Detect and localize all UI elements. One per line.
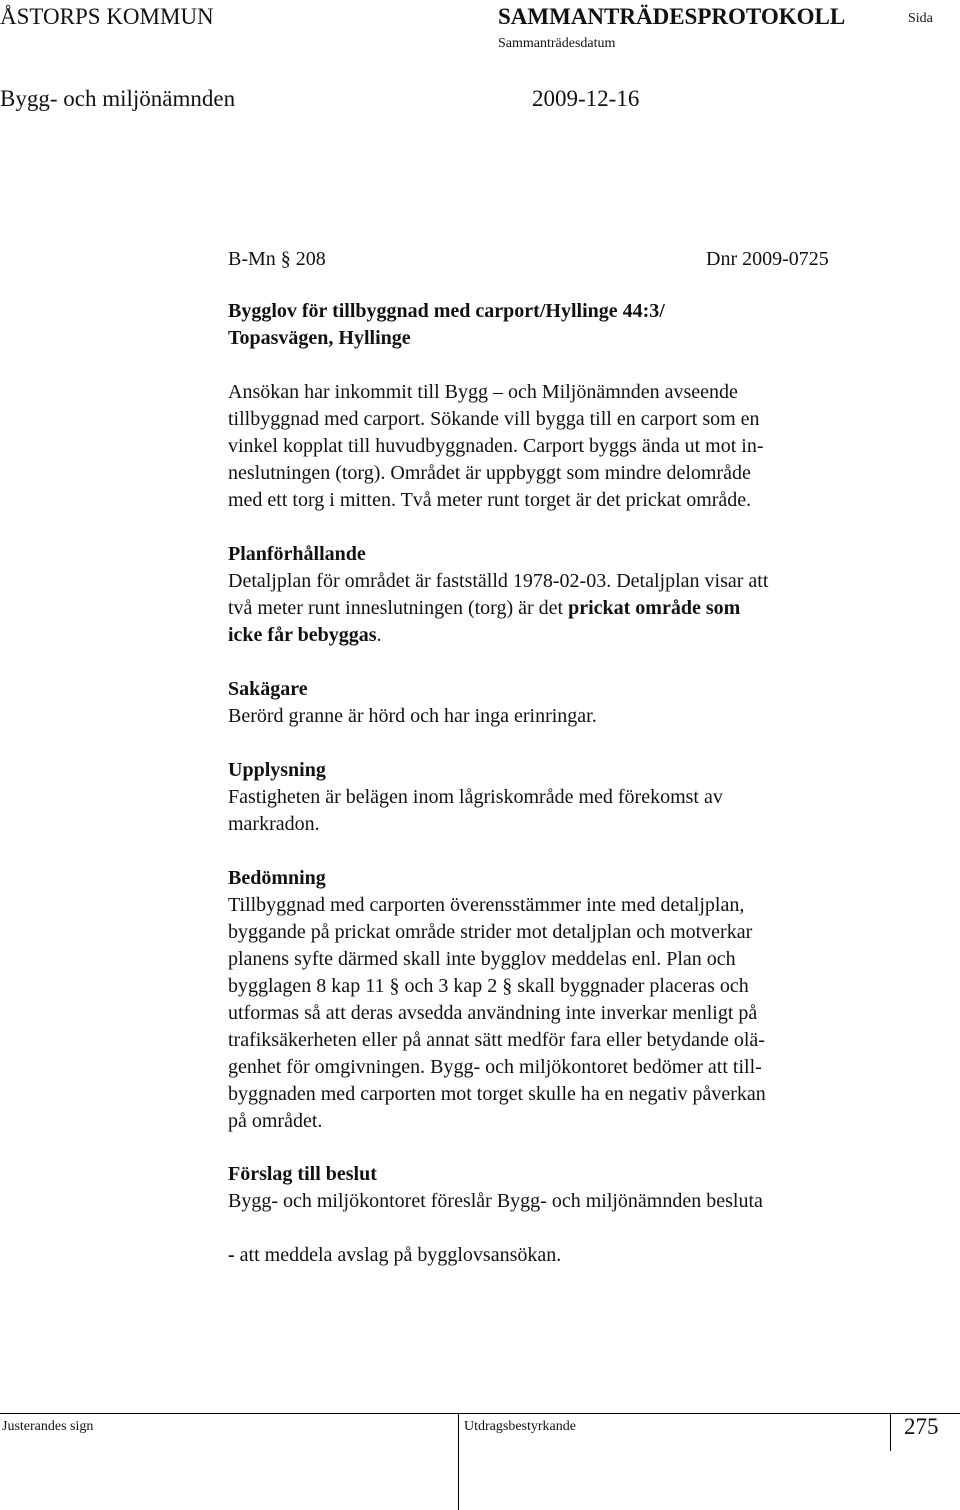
decision-text: att meddela avslag på bygglovsansökan. [234, 1244, 562, 1266]
owner-heading: Sakägare [228, 678, 308, 700]
diary-number: Dnr 2009-0725 [706, 248, 829, 270]
case-title-line: Topasvägen, Hyllinge [228, 327, 411, 349]
justerandes-sign-label: Justerandes sign [2, 1419, 94, 1434]
municipality-name: ÅSTORPS KOMMUN [0, 4, 214, 29]
utdragsbestyrkande-label: Utdragsbestyrkande [464, 1419, 576, 1434]
board-name: Bygg- och miljönämnden [0, 86, 236, 111]
plan-line: Detaljplan för området är fastställd 1978-02-03. Detaljplan visar att [228, 570, 769, 592]
page-label: Sida [908, 11, 933, 26]
footer-column-divider [458, 1413, 459, 1510]
intro-paragraph [228, 379, 868, 514]
meeting-date-label: Sammanträdesdatum [498, 36, 616, 51]
paragraph-number: B-Mn § 208 [228, 248, 326, 270]
plan-line [228, 595, 868, 622]
assessment-line: byggande på prickat område strider mot detaljplan och motverkar [228, 921, 753, 943]
assessment-line: planens syfte därmed skall inte bygglov meddelas enl. Plan och [228, 948, 736, 970]
plan-section [228, 541, 868, 649]
assessment-section [228, 865, 868, 1135]
assessment-line: byggnaden med carporten mot torget skulle ha en negativ påverkan [228, 1083, 766, 1105]
decision-dash: - [228, 1244, 235, 1266]
notice-line: Fastigheten är belägen inom lågriskområde med förekomst av [228, 786, 723, 808]
assessment-line: bygglagen 8 kap 11 § och 3 kap 2 § skall byggnader placeras och [228, 975, 749, 997]
plan-line [228, 622, 868, 649]
meeting-date: 2009-12-16 [532, 86, 640, 111]
assessment-line: utformas så att deras avsedda användning inte inverkar menligt på [228, 1002, 758, 1024]
intro-line: vinkel kopplat till huvudbyggnaden. Carport byggs ända ut mot in- [228, 435, 764, 457]
assessment-heading: Bedömning [228, 867, 326, 889]
intro-line: tillbyggnad med carport. Sökande vill bygga till en carport som en [228, 408, 760, 430]
plan-text: två meter runt inneslutningen (torg) är det [228, 597, 569, 619]
footer-page-divider [890, 1413, 891, 1451]
notice-section [228, 757, 868, 838]
case-title-line: Bygglov för tillbyggnad med carport/Hyllinge 44:3/ [228, 300, 665, 322]
plan-heading: Planförhållande [228, 543, 366, 565]
page-number: 275 [904, 1414, 939, 1439]
assessment-line: på området. [228, 1110, 323, 1132]
proposal-section [228, 1161, 868, 1215]
intro-line: neslutningen (torg). Området är uppbyggt som mindre delområde [228, 462, 751, 484]
assessment-line: trafiksäkerheten eller på annat sätt medför fara eller betydande olä- [228, 1029, 765, 1051]
footer-divider [0, 1413, 960, 1414]
assessment-line: genhet för omgivningen. Bygg- och miljökontoret bedömer att till- [228, 1056, 762, 1078]
owner-section [228, 676, 868, 730]
intro-line: med ett torg i mitten. Två meter runt torget är det prickat område. [228, 489, 752, 511]
notice-heading: Upplysning [228, 759, 326, 781]
proposal-heading: Förslag till beslut [228, 1163, 377, 1185]
case-title [228, 298, 868, 352]
document-type: SAMMANTRÄDESPROTOKOLL [498, 4, 846, 29]
plan-text: . [376, 624, 382, 646]
assessment-line: Tillbyggnad med carporten överensstämmer inte med detaljplan, [228, 894, 745, 916]
intro-line: Ansökan har inkommit till Bygg – och Miljönämnden avseende [228, 381, 738, 403]
decision-line [228, 1242, 868, 1269]
plan-emphasis: icke får bebyggas [228, 624, 377, 646]
plan-emphasis: prickat område som [568, 597, 741, 619]
notice-line: markradon. [228, 813, 320, 835]
proposal-text: Bygg- och miljökontoret föreslår Bygg- och miljönämnden besluta [228, 1190, 763, 1212]
owner-text: Berörd granne är hörd och har inga erinringar. [228, 705, 597, 727]
